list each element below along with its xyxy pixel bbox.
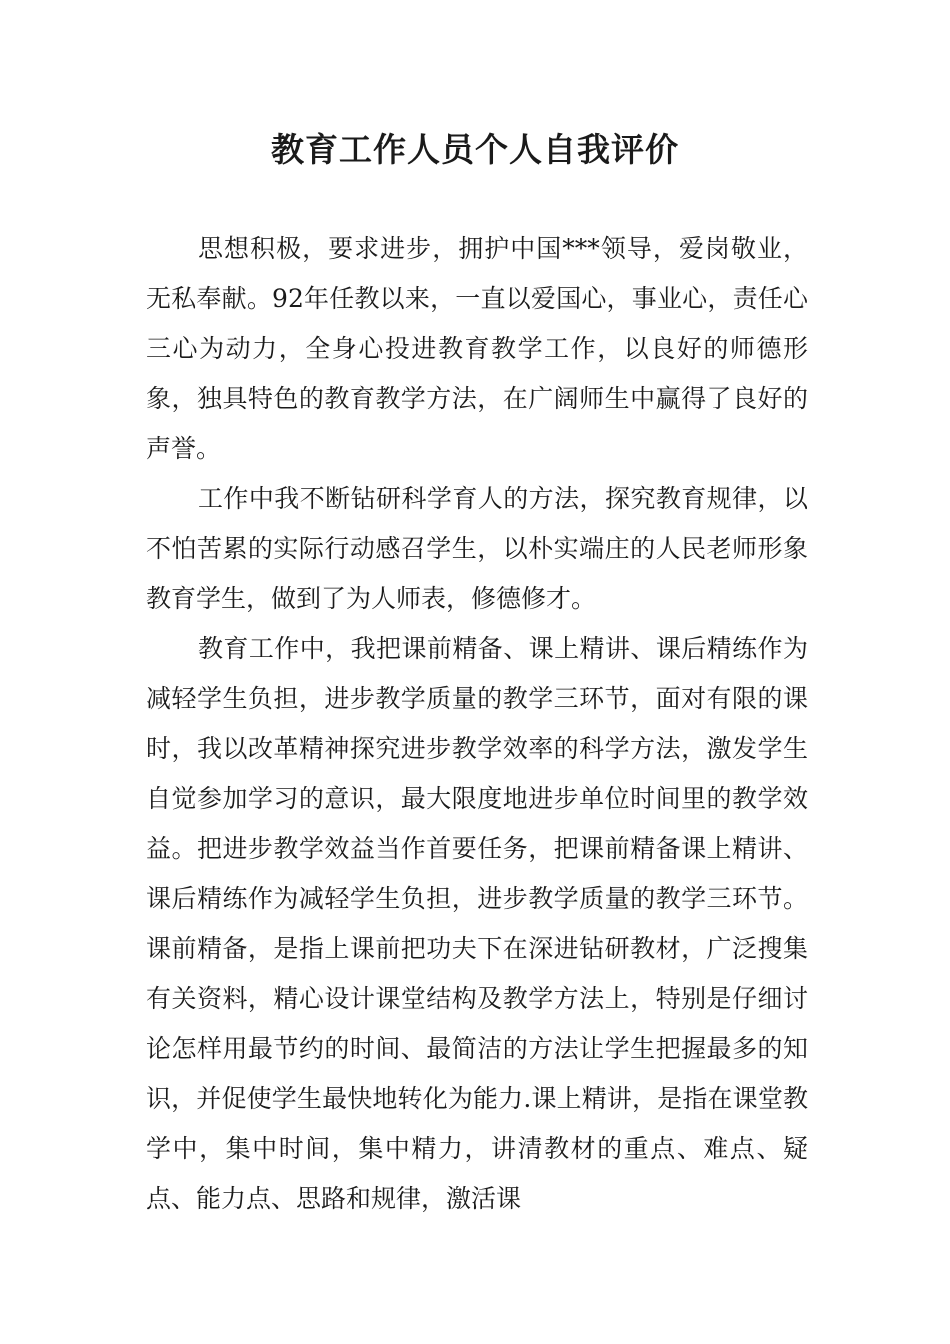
document-body [146, 224, 808, 1224]
paragraph-1: 思想积极，要求进步，拥护中国***领导，爱岗敬业，无私奉献。92年任教以来，一直以爱国心，事业心，责任心三心为动力，全身心投进教育教学工作，以良好的师德形象，独具特色的教育教学方法，在广阔师生中赢得了良好的声誉。 [146, 234, 808, 463]
paragraph-2: 工作中我不断钻研科学育人的方法，探究教育规律，以不怕苦累的实际行动感召学生，以朴实端庄的人民老师形象教育学生，做到了为人师表，修德修才。 [146, 484, 808, 613]
document-title: 教育工作人员个人自我评价 [271, 130, 679, 169]
paragraph-3: 教育工作中，我把课前精备、课上精讲、课后精练作为减轻学生负担，进步教学质量的教学三环节，面对有限的课时，我以改革精神探究进步教学效率的科学方法，激发学生自觉参加学习的意识，最大限度地进步单位时间里的教学效益。把进步教学效益当作首要任务，把课前精备课上精讲、课后精练作为减轻学生负担，进步教学质量的教学三环节。课前精备，是指上课前把功夫下在深进钻研教材，广泛搜集有关资料，精心设计课堂结构及教学方法上，特别是仔细讨论怎样用最节约的时间、最简洁的方法让学生把握最多的知识，并促使学生最快地转化为能力.课上精讲，是指在课堂教学中，集中时间，集中精力，讲清教材的重点、难点、疑点、能力点、思路和规律，激活课 [146, 634, 808, 1213]
